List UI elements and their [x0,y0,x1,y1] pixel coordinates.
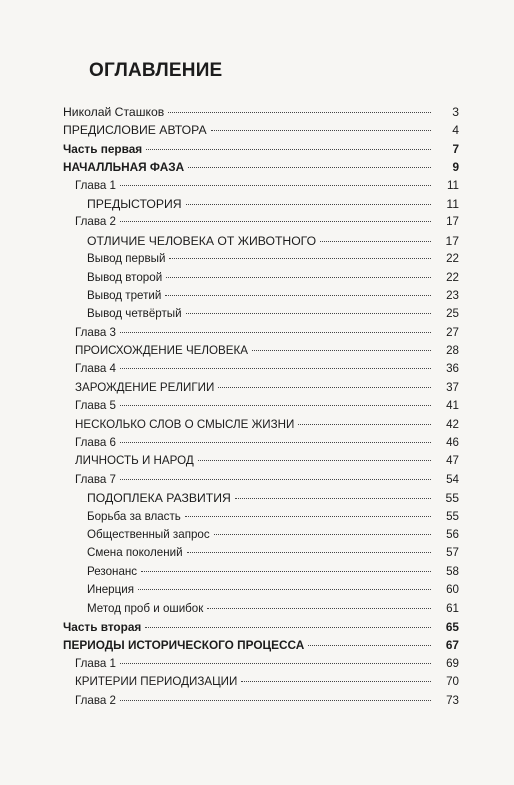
toc-entry-page-number: 70 [446,675,459,689]
toc-entry-page-number: 22 [446,252,459,266]
toc-entry-label: НАЧАЛЛЬНАЯ ФАЗА [63,160,185,175]
toc-entry [63,563,459,581]
toc-entry [63,158,459,176]
toc-entry-label: ЛИЧНОСТЬ И НАРОД [75,454,194,468]
toc-entry-page-number: 73 [446,693,459,707]
toc-entry-page-number: 65 [445,619,459,634]
toc-entry-page-number: 54 [446,472,459,486]
toc-entry [63,213,459,231]
dot-leader [120,479,431,480]
toc-entry [63,636,459,654]
toc-entry [63,471,459,489]
dot-leader [165,295,431,296]
toc-entry-label: Глава 4 [75,362,116,376]
dot-leader [141,571,431,572]
toc-entry-label: ПРЕДЫСТОРИЯ [87,196,182,211]
dot-leader [320,241,431,242]
table-of-contents [63,103,459,710]
toc-entry-label: Глава 2 [75,215,116,229]
toc-entry-label: Вывод второй [87,270,163,284]
toc-entry-label: ПОДОПЛЕКА РАЗВИТИЯ [87,491,231,506]
dot-leader [235,498,431,499]
toc-entry-label: ОТЛИЧИЕ ЧЕЛОВЕКА ОТ ЖИВОТНОГО [87,233,317,248]
toc-entry [63,434,459,452]
dot-leader [186,313,431,314]
page-title: ОГЛАВЛЕНИЕ [89,60,223,81]
dot-leader [207,608,431,609]
toc-entry-page-number: 42 [446,417,459,431]
toc-entry-page-number: 7 [452,141,459,156]
toc-entry-page-number: 37 [446,380,459,394]
toc-entry [63,250,459,268]
toc-entry-page-number: 25 [446,307,459,321]
toc-entry-page-number: 4 [452,123,459,138]
toc-entry [63,232,459,250]
dot-leader [120,405,431,406]
toc-entry [63,526,459,544]
dot-leader [169,258,431,259]
dot-leader [120,663,431,664]
toc-entry-label: Общественный запрос [87,527,210,541]
toc-entry-page-number: 67 [445,638,459,653]
toc-entry [63,269,459,287]
toc-entry-page-number: 36 [446,362,459,376]
toc-entry [63,489,459,507]
toc-entry-page-number: 17 [446,215,459,229]
dot-leader [138,589,431,590]
toc-entry-page-number: 3 [452,105,459,119]
dot-leader [120,368,431,369]
dot-leader [120,442,431,443]
toc-entry-label: Глава 6 [75,436,116,450]
toc-entry-page-number: 17 [445,233,459,248]
dot-leader [298,424,431,425]
toc-entry [63,342,459,360]
toc-entry [63,287,459,305]
toc-entry [63,508,459,526]
dot-leader [168,112,431,113]
toc-entry-label: Глава 7 [75,472,116,486]
toc-entry [63,581,459,599]
toc-entry-page-number: 58 [446,564,459,578]
toc-entry [63,618,459,636]
toc-entry [63,416,459,434]
toc-entry [63,195,459,213]
toc-entry-label: Инерция [87,583,135,597]
toc-entry-label: Глава 3 [75,325,116,339]
dot-leader [185,516,431,517]
dot-leader [146,149,431,150]
toc-entry-label: Смена поколений [87,546,183,560]
toc-entry-page-number: 41 [446,399,459,413]
dot-leader [120,185,431,186]
dot-leader [120,700,431,701]
dot-leader [120,332,431,333]
toc-entry-label: Резонанс [87,564,138,578]
toc-entry-page-number: 23 [446,288,459,302]
toc-entry [63,600,459,618]
toc-entry [63,655,459,673]
toc-entry-label: Борьба за власть [87,509,181,523]
dot-leader [145,627,431,628]
toc-entry-label: Глава 1 [75,656,116,670]
toc-entry-label: КРИТЕРИИ ПЕРИОДИЗАЦИИ [75,675,238,689]
toc-entry-page-number: 69 [446,656,459,670]
toc-entry-label: Глава 5 [75,399,116,413]
toc-entry [63,544,459,562]
toc-entry [63,305,459,323]
dot-leader [186,204,431,205]
toc-entry-page-number: 27 [446,325,459,339]
toc-entry-label: Вывод первый [87,252,166,266]
toc-entry-page-number: 56 [446,527,459,541]
toc-entry [63,692,459,710]
toc-entry-page-number: 55 [445,491,459,506]
toc-entry-label: Часть первая [63,141,143,156]
toc-entry [63,673,459,691]
toc-entry-label: Метод проб и ошибок [87,601,204,615]
toc-entry-label: Вывод третий [87,288,162,302]
toc-entry-label: Вывод четвёртый [87,307,182,321]
toc-entry [63,360,459,378]
toc-entry-label: Глава 1 [75,178,116,192]
toc-entry-page-number: 9 [452,160,459,175]
toc-entry [63,177,459,195]
toc-entry-label: ПРОИСХОЖДЕНИЕ ЧЕЛОВЕКА [75,344,248,358]
toc-entry-label: ЗАРОЖДЕНИЕ РЕЛИГИИ [75,380,215,394]
toc-entry-page-number: 11 [446,196,459,211]
toc-entry [63,121,459,139]
toc-entry-label: ПРЕДИСЛОВИЕ АВТОРА [63,123,207,138]
toc-entry-label: ПЕРИОДЫ ИСТОРИЧЕСКОГО ПРОЦЕССА [63,638,305,653]
dot-leader [211,130,431,131]
toc-entry-page-number: 28 [446,344,459,358]
toc-entry [63,103,459,121]
dot-leader [214,534,431,535]
toc-entry-page-number: 57 [446,546,459,560]
dot-leader [241,681,431,682]
toc-entry-label: НЕСКОЛЬКО СЛОВ О СМЫСЛЕ ЖИЗНИ [75,417,295,431]
toc-entry [63,397,459,415]
toc-entry [63,379,459,397]
toc-entry-page-number: 47 [446,454,459,468]
toc-entry [63,324,459,342]
dot-leader [252,350,431,351]
dot-leader [218,387,431,388]
toc-entry-page-number: 55 [446,509,459,523]
toc-entry-page-number: 60 [446,583,459,597]
dot-leader [187,552,431,553]
toc-entry-page-number: 22 [446,270,459,284]
toc-entry-page-number: 46 [446,436,459,450]
toc-entry [63,452,459,470]
toc-entry-page-number: 11 [446,178,459,192]
toc-entry [63,140,459,158]
dot-leader [188,167,431,168]
dot-leader [166,277,431,278]
dot-leader [120,221,431,222]
dot-leader [308,645,431,646]
toc-entry-label: Глава 2 [75,693,116,707]
toc-entry-label: Николай Сташков [63,105,165,119]
toc-entry-page-number: 61 [446,601,459,615]
toc-entry-label: Часть вторая [63,619,142,634]
dot-leader [198,460,431,461]
